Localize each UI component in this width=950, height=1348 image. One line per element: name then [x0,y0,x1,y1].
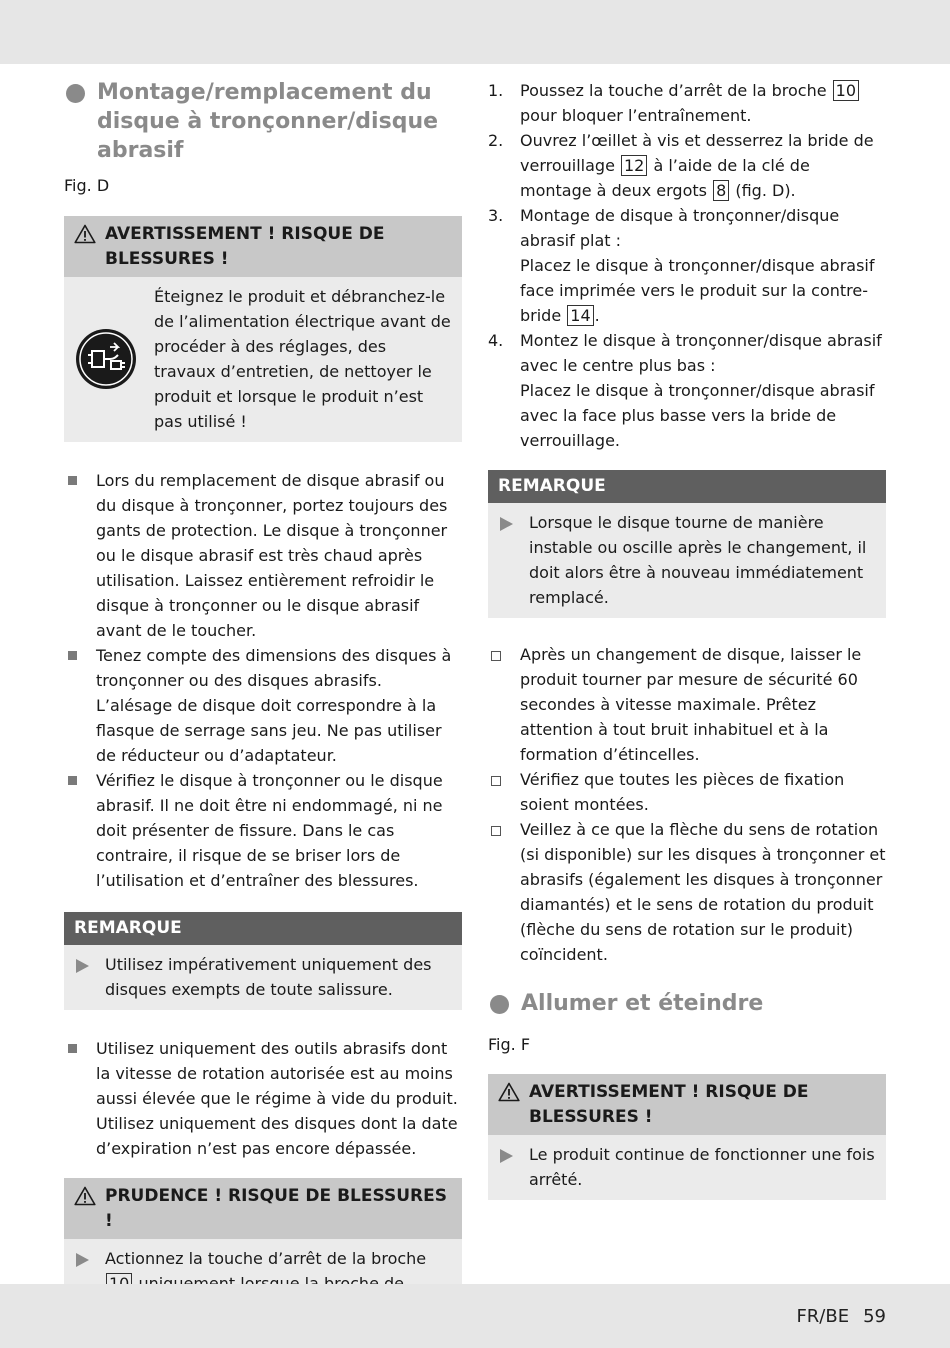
step-item: 1. Poussez la touche d’arrêt de la broche 10 pour bloquer l’entraînement. [488,78,886,128]
warning-box [64,216,462,442]
page-number [796,1306,886,1327]
checkbox-icon [491,776,501,786]
section-heading-montage [64,78,462,165]
figure-reference: Fig. D [64,176,110,195]
right-column [488,78,886,1200]
list-item: Utilisez uniquement des outils abrasifs dont la vitesse de rotation autorisée est au moins aussi élevée que le régime à vide du produit. Utilisez uniquement des disques dont la date d’expiration n’est pas encore dépassée. [64,1036,462,1161]
note-heading: REMARQUE [488,470,886,503]
warning-heading [64,216,462,277]
warning-text: Éteignez le produit et débranchez-le de l’alimentation électrique avant de procéder à des réglages, des travaux d’entretien, de nettoyer le produit et lorsque le produit n’est pas utilisé ! [154,287,451,431]
list-item: Lors du remplacement de disque abrasif ou du disque à tronçonner, portez toujours des gants de protection. Le disque à tronçonner ou le disque abrasif est très chaud après utilisation. Laissez entièrement refroidir le disque à tronçonner ou le disque abrasif avant de le toucher. [64,468,462,643]
list-item: Tenez compte des dimensions des disques à tronçonner ou des disques abrasifs. L’alésage de disque doit correspondre à la flasque de serrage sans jeu. Ne pas utiliser de réducteur ou d’adaptateur. [64,643,462,768]
bullet-dot-icon [490,995,509,1014]
warning-item: Le produit continue de fonctionner une fois arrêté. [498,1142,876,1192]
square-bullet-icon [68,1044,77,1053]
list-item: Vérifiez que toutes les pièces de fixation soient montées. [488,767,886,817]
step-item: 3. Montage de disque à tronçonner/disque abrasif plat : Placez le disque à tronçonner/disque abrasif face imprimée vers le produit sur la contre-bride 14 . [488,206,875,325]
part-reference: 12 [621,155,647,176]
square-bullet-icon [68,776,77,785]
language-code: FR/BE [796,1306,850,1327]
warning-triangle-icon [498,1082,520,1102]
warning-heading [488,1074,886,1135]
page-number-value: 59 [863,1306,886,1327]
warning-heading-text: AVERTISSEMENT ! RISQUE DE BLESSURES ! [529,1082,809,1127]
bullet-list [64,468,462,893]
list-item: Vérifiez le disque à tronçonner ou le disque abrasif. Il ne doit être ni endommagé, ni ne doit présenter de fissure. Dans le cas contraire, il risque de se briser lors de l’utilisation et d’entraîner des blessures. [64,768,462,893]
arrow-right-icon [76,1253,89,1267]
bullet-dot-icon [66,84,85,103]
checkbox-list [488,642,886,967]
warning-triangle-icon [74,224,96,244]
section-title: Montage/remplacement du disque à tronçonner/disque abrasif [97,80,439,163]
step-item: 4. Montez le disque à tronçonner/disque abrasif avec le centre plus bas : Placez le disque à tronçonner/disque abrasif avec la face plus basse vers la bride de verrouillage. [488,331,882,450]
left-column [64,78,462,1329]
list-item: Veillez à ce que la flèche du sens de rotation (si disponible) sur les disques à tronçonner et abrasifs (également les disques à tronçonner diamantés) et le sens de rotation du produit (flèche du sens de rotation sur le produit) coïncident. [488,817,886,967]
arrow-right-icon [76,959,89,973]
arrow-right-icon [500,1149,513,1163]
checkbox-icon [491,826,501,836]
section-heading-allumer [488,989,886,1018]
note-box-2 [488,470,886,618]
section-title: Allumer et éteindre [521,991,764,1016]
square-bullet-icon [68,651,77,660]
caution-heading [64,1178,462,1239]
checkbox-icon [491,651,501,661]
warning-box-2 [488,1074,886,1200]
note-heading: REMARQUE [64,912,462,945]
part-reference: 8 [713,180,729,201]
step-item: 2. Ouvrez l’œillet à vis et desserrez la bride de verrouillage 12 à l’aide de la clé de montage à deux ergots 8 (fig. D). [488,131,874,200]
part-reference: 14 [567,305,593,326]
warning-heading-text: AVERTISSEMENT ! RISQUE DE BLESSURES ! [105,224,385,269]
note-item: Lorsque le disque tourne de manière instable ou oscille après le changement, il doit alors être à nouveau immédiatement remplacé. [498,510,876,610]
caution-item: Actionnez la touche d’arrêt de la broche [74,1246,452,1321]
warning-triangle-icon [74,1186,96,1206]
list-item: Après un changement de disque, laisser le produit tourner par mesure de sécurité 60 secondes à vitesse maximale. Prêtez attention à tout bruit inhabituel et à la formation d’étincelles. [488,642,886,767]
part-reference: 10 [833,80,859,101]
page-top-band [0,0,950,64]
note-box [64,912,462,1010]
caution-heading-text: PRUDENCE ! RISQUE DE BLESSURES ! [105,1186,447,1231]
unplug-icon [74,327,138,391]
bullet-list-2 [64,1036,462,1161]
figure-reference: Fig. F [488,1035,531,1054]
arrow-right-icon [500,517,513,531]
square-bullet-icon [68,476,77,485]
steps-list [488,78,886,453]
note-item: Utilisez impérativement uniquement des disques exempts de toute salissure. [74,952,452,1002]
